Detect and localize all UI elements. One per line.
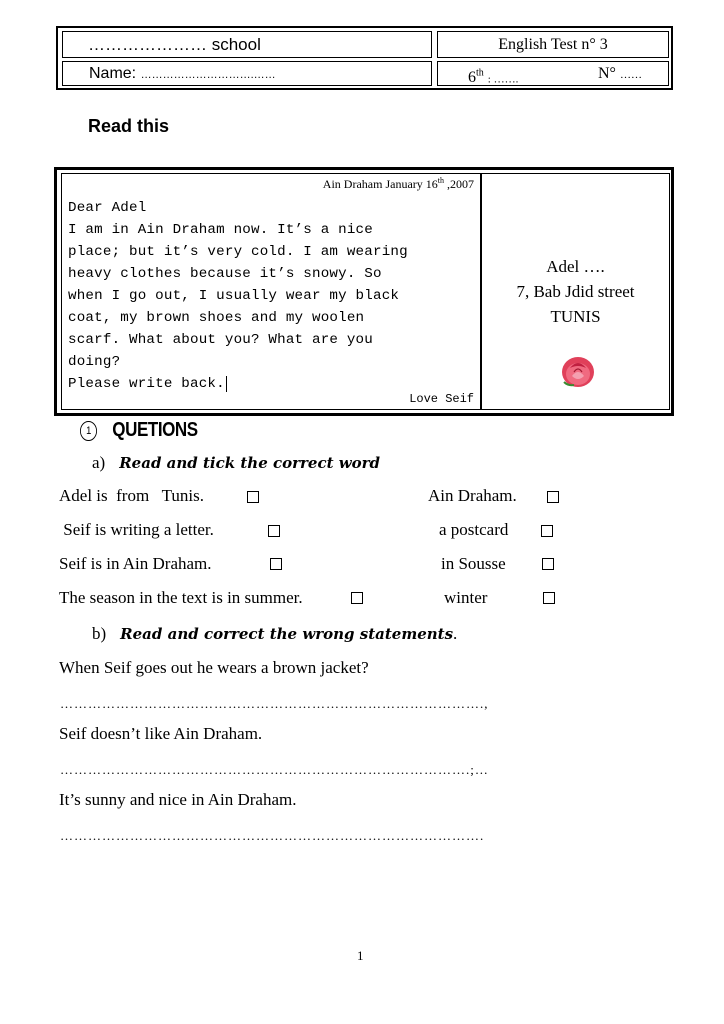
letter-line: coat, my brown shoes and my woolen (68, 310, 365, 326)
tick-checkbox[interactable] (268, 525, 280, 537)
name-field (62, 61, 432, 86)
class-number-field (437, 61, 669, 86)
tick-checkbox[interactable] (270, 558, 282, 570)
statement-text: When Seif goes out he wears a brown jacket? (59, 658, 369, 677)
tick-row-left: Seif is in Ain Draham. (59, 554, 212, 573)
test-title (437, 31, 669, 58)
tick-checkbox[interactable] (351, 592, 363, 604)
letter-line: I am in Ain Draham now. It’s a nice (68, 222, 373, 238)
page-number: 1 (357, 948, 364, 963)
answer-line[interactable]: ………………………………………………………………………………., (60, 696, 489, 711)
tick-checkbox[interactable] (543, 592, 555, 604)
number-label: N° …… (598, 65, 642, 82)
tick-row-right: winter (444, 588, 488, 607)
name-label: Name: (89, 65, 137, 82)
class-label: 6th (468, 68, 484, 87)
tick-row-left: The season in the text is in summer. (59, 588, 303, 607)
letter-line: place; but it’s very cold. I am wearing (68, 244, 408, 260)
postcard (54, 167, 674, 416)
questions-heading (80, 419, 198, 442)
name-dots: ………………………….…… (140, 69, 276, 81)
letter-panel (61, 173, 481, 410)
address-panel (481, 173, 670, 410)
letter-body (68, 197, 478, 395)
letter-line: when I go out, I usually wear my black (68, 288, 400, 304)
questions-title: QUETIONS (112, 419, 198, 441)
read-title: Read this (88, 116, 170, 136)
letter-line: Please write back. (68, 376, 225, 392)
tick-row-right: a postcard (439, 520, 509, 539)
address-line-3: TUNIS (550, 307, 601, 326)
class-dots: : ……. (487, 73, 519, 86)
address-line-1: Adel …. (546, 257, 605, 276)
school-field (62, 31, 432, 58)
circled-number: 1 (80, 421, 97, 441)
tick-checkbox[interactable] (542, 558, 554, 570)
letter-line: scarf. What about you? What are you (68, 332, 373, 348)
statement-text: Seif doesn’t like Ain Draham. (59, 724, 263, 743)
letter-line: heavy clothes because it’s snowy. So (68, 266, 382, 282)
letter-line: Dear Adel (68, 200, 147, 216)
tick-row-left: Adel is from Tunis. (59, 486, 204, 505)
address-line-2: 7, Bab Jdid street (516, 282, 635, 301)
tick-row-left: Seif is writing a letter. (59, 520, 214, 539)
tick-checkbox[interactable] (247, 491, 259, 503)
letter-signature: Love Seif (409, 392, 474, 406)
answer-line[interactable]: ………………………………………………………………………………. (60, 828, 485, 843)
header-table (56, 26, 673, 90)
statement-text: It’s sunny and nice in Ain Draham. (59, 790, 297, 809)
tick-checkbox[interactable] (541, 525, 553, 537)
rose-icon (560, 352, 596, 390)
letter-line: doing? (68, 354, 121, 370)
tick-checkbox[interactable] (547, 491, 559, 503)
tick-row-right: in Sousse (441, 554, 506, 573)
part-b-heading: b) Read and correct the wrong statements. (92, 624, 458, 643)
test-title-text: English Test n° 3 (498, 36, 608, 53)
tick-row-right: Ain Draham. (428, 486, 517, 505)
school-text: ………………… school (88, 35, 261, 54)
part-a-heading: a) Read and tick the correct word (92, 453, 381, 472)
letter-date: Ain Draham January 16th ,2007 (322, 176, 474, 191)
answer-line[interactable]: …………………………………………………………………………….;… (60, 762, 489, 777)
